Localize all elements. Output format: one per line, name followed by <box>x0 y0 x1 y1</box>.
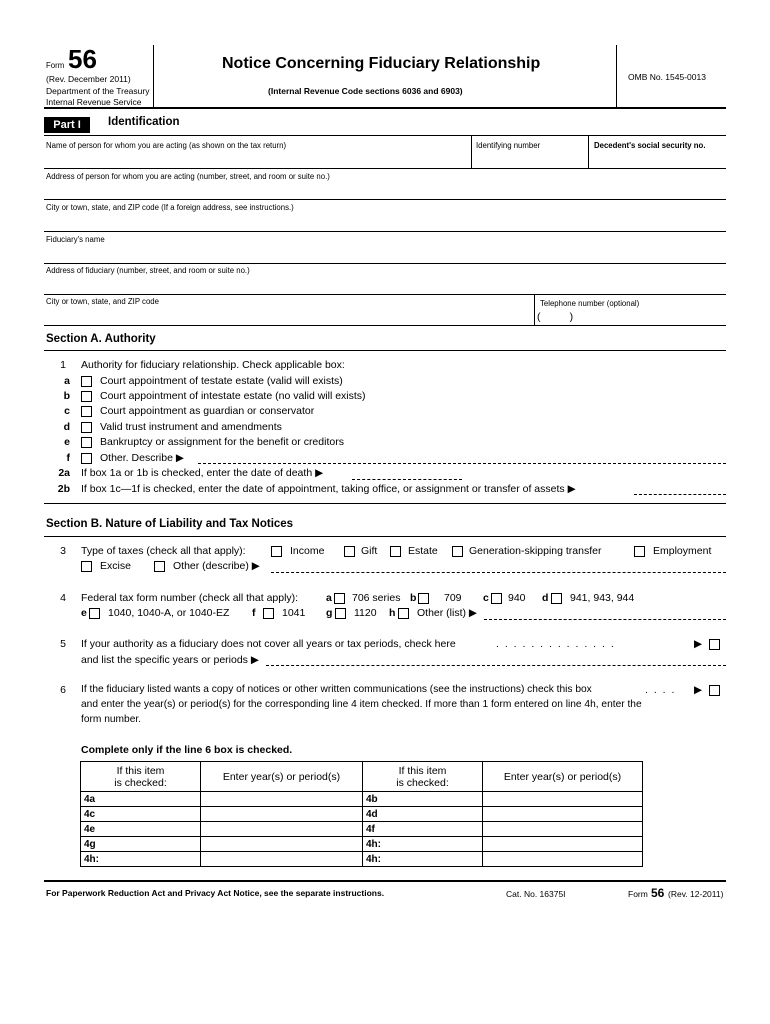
tax-estate-label: Estate <box>408 545 438 557</box>
line-1b-letter: b <box>63 390 70 402</box>
form-4a-letter: a <box>326 592 332 604</box>
checkbox-1e[interactable] <box>81 437 92 448</box>
decedent-ssn-input[interactable] <box>592 150 724 166</box>
fiduciary-name-input[interactable] <box>46 245 722 261</box>
checkbox-4b[interactable] <box>418 593 429 604</box>
checkbox-line-5[interactable] <box>709 639 720 650</box>
line-6-dots: . . . . <box>645 684 676 696</box>
tax-income-label: Income <box>290 545 325 557</box>
identifying-number-label: Identifying number <box>476 141 541 150</box>
line-6-arrow: ▶ <box>694 684 703 696</box>
row-item-left: 4c <box>81 807 201 822</box>
row-item-left: 4a <box>81 792 201 807</box>
form-4e-text: 1040, 1040-A, or 1040-EZ <box>108 607 230 619</box>
period-input[interactable] <box>483 807 643 822</box>
line-1e-text: Bankruptcy or assignment for the benefit or creditors <box>100 436 344 448</box>
line-1f-describe-input[interactable] <box>198 463 726 464</box>
line-1d-letter: d <box>63 421 70 433</box>
period-input[interactable] <box>483 792 643 807</box>
line-2b-text: If box 1c—1f is checked, enter the date of appointment, taking office, or assignment or transfer of assets ▶ <box>81 483 576 495</box>
row-item-right: 4b <box>363 792 483 807</box>
revision-date: (Rev. December 2011) <box>46 74 131 84</box>
period-input[interactable] <box>201 837 363 852</box>
row-item-right: 4h: <box>363 837 483 852</box>
tax-other-label: Other (describe) ▶ <box>173 560 260 572</box>
department: Department of the Treasury <box>46 86 150 96</box>
form-4b-text: 709 <box>444 592 462 604</box>
catalog-number: Cat. No. 16375I <box>506 889 566 899</box>
checkbox-4g[interactable] <box>335 608 346 619</box>
person-address-input[interactable] <box>46 182 722 198</box>
checkbox-income[interactable] <box>271 546 282 557</box>
row-item-right: 4h: <box>363 852 483 867</box>
fiduciary-address-input[interactable] <box>46 276 722 292</box>
part-heading: Identification <box>108 116 180 128</box>
line-5-arrow: ▶ <box>694 638 703 650</box>
footer-form-number: 56 <box>651 886 665 900</box>
other-tax-describe-input[interactable] <box>271 572 726 573</box>
line-5-dots: . . . . . . . . . . . . . . <box>496 638 616 650</box>
period-input[interactable] <box>483 852 643 867</box>
checkbox-excise[interactable] <box>81 561 92 572</box>
omb-number: OMB No. 1545-0013 <box>628 72 706 82</box>
checkbox-4f[interactable] <box>263 608 274 619</box>
form-4h-letter: h <box>389 607 396 619</box>
line-1f-text: Other. Describe ▶ <box>100 452 184 464</box>
line-1-number: 1 <box>60 359 66 371</box>
person-city-input[interactable] <box>46 213 722 229</box>
checkbox-other-tax[interactable] <box>154 561 165 572</box>
row-item-left: 4h: <box>81 852 201 867</box>
checkbox-gift[interactable] <box>344 546 355 557</box>
form-subtitle: (Internal Revenue Code sections 6036 and 6903) <box>268 86 463 96</box>
period-input[interactable] <box>201 792 363 807</box>
period-input[interactable] <box>483 822 643 837</box>
form-word: Form <box>46 61 65 70</box>
checkbox-1b[interactable] <box>81 391 92 402</box>
line-1f-letter: f <box>66 452 70 464</box>
line-6-text-3: form number. <box>81 714 142 725</box>
col-2-header: Enter year(s) or period(s) <box>201 762 363 792</box>
checkbox-4e[interactable] <box>89 608 100 619</box>
identifying-number-input[interactable] <box>474 150 584 166</box>
line-4-text: Federal tax form number (check all that apply): <box>81 592 299 604</box>
fiduciary-address-label: Address of fiduciary (number, street, and room or suite no.) <box>46 266 250 275</box>
footer-revision: (Rev. 12-2011) <box>668 889 724 899</box>
checkbox-estate[interactable] <box>390 546 401 557</box>
table-heading: Complete only if the line 6 box is checked. <box>81 744 293 756</box>
checkbox-4a[interactable] <box>334 593 345 604</box>
table-row <box>81 807 643 822</box>
line-1e-letter: e <box>64 436 70 448</box>
checkbox-1c[interactable] <box>81 406 92 417</box>
tax-employment-label: Employment <box>653 545 712 557</box>
tax-gift-label: Gift <box>361 545 378 557</box>
checkbox-4h[interactable] <box>398 608 409 619</box>
period-input[interactable] <box>201 807 363 822</box>
line-5-text: If your authority as a fiduciary does not cover all years or tax periods, check here <box>81 638 456 650</box>
col-1-header: If this item is checked: <box>81 762 201 792</box>
form-4h-text: Other (list) ▶ <box>417 607 477 619</box>
line-1c-text: Court appointment as guardian or conservator <box>100 405 315 417</box>
form-4c-letter: c <box>483 592 489 604</box>
checkbox-1d[interactable] <box>81 422 92 433</box>
person-name-label: Name of person for whom you are acting (as shown on the tax return) <box>46 141 287 150</box>
line-5-text-2: and list the specific years or periods ▶ <box>81 654 259 666</box>
footer-form-word: Form <box>628 889 648 899</box>
decedent-ssn-label: Decedent's social security no. <box>594 141 706 150</box>
checkbox-employment[interactable] <box>634 546 645 557</box>
line-1a-letter: a <box>64 375 70 387</box>
form-4g-letter: g <box>326 607 333 619</box>
fiduciary-name-label: Fiduciary's name <box>46 235 105 244</box>
form-4f-text: 1041 <box>282 607 306 619</box>
other-forms-input[interactable] <box>484 619 726 620</box>
specific-periods-input[interactable] <box>266 665 726 666</box>
checkbox-1a[interactable] <box>81 376 92 387</box>
person-address-label: Address of person for whom you are acting (number, street, and room or suite no.) <box>46 172 330 181</box>
form-4g-text: 1120 <box>354 607 377 619</box>
section-a-heading: Section A. Authority <box>46 333 156 345</box>
line-5-number: 5 <box>60 638 66 650</box>
row-item-left: 4g <box>81 837 201 852</box>
agency: Internal Revenue Service <box>46 97 142 107</box>
checkbox-line-6[interactable] <box>709 685 720 696</box>
line-1b-text: Court appointment of intestate estate (no valid will exists) <box>100 390 366 402</box>
table-row <box>81 837 643 852</box>
form-4d-text: 941, 943, 944 <box>570 592 635 604</box>
table-row <box>81 852 643 867</box>
person-city-label: City or town, state, and ZIP code (If a foreign address, see instructions.) <box>46 203 294 212</box>
checkbox-1f[interactable] <box>81 453 92 464</box>
part-label: Part I <box>44 117 90 133</box>
row-item-right: 4f <box>363 822 483 837</box>
tax-gst-label: Generation-skipping transfer <box>469 545 602 557</box>
checkbox-4d[interactable] <box>551 593 562 604</box>
period-input[interactable] <box>483 837 643 852</box>
line-1a-text: Court appointment of testate estate (valid will exists) <box>100 375 343 387</box>
table-row <box>81 822 643 837</box>
fiduciary-city-input[interactable] <box>46 307 530 325</box>
form-4a-text: 706 series <box>352 592 401 604</box>
person-name-input[interactable] <box>46 150 466 166</box>
date-of-death-input[interactable] <box>352 479 462 480</box>
fiduciary-city-label: City or town, state, and ZIP code <box>46 297 159 306</box>
line-2a-number: 2a <box>58 467 70 479</box>
col-4-header: Enter year(s) or period(s) <box>483 762 643 792</box>
telephone-input[interactable]: ( ) <box>537 311 574 323</box>
form-4d-letter: d <box>542 592 549 604</box>
form-number: 56 <box>68 44 97 74</box>
line-1c-letter: c <box>64 405 70 417</box>
line-4-number: 4 <box>60 592 66 604</box>
line-2a-text: If box 1a or 1b is checked, enter the date of death ▶ <box>81 467 324 479</box>
line-3-text: Type of taxes (check all that apply): <box>81 545 246 557</box>
line-1-text: Authority for fiduciary relationship. Check applicable box: <box>81 359 345 371</box>
form-4f-letter: f <box>252 607 256 619</box>
form-4b-letter: b <box>410 592 417 604</box>
periods-table <box>80 761 643 867</box>
period-input[interactable] <box>201 822 363 837</box>
section-b-heading: Section B. Nature of Liability and Tax Notices <box>46 518 294 530</box>
period-input[interactable] <box>201 852 363 867</box>
checkbox-gst[interactable] <box>452 546 463 557</box>
row-item-right: 4d <box>363 807 483 822</box>
table-row <box>81 792 643 807</box>
row-item-left: 4e <box>81 822 201 837</box>
line-6-text-2: and enter the year(s) or period(s) for the corresponding line 4 item checked. If more than 1 form entered on line 4h, enter the <box>81 699 642 710</box>
paperwork-notice: For Paperwork Reduction Act and Privacy Act Notice, see the separate instructions. <box>46 888 385 898</box>
line-1d-text: Valid trust instrument and amendments <box>100 421 282 433</box>
appointment-date-input[interactable] <box>634 494 726 495</box>
line-6-text: If the fiduciary listed wants a copy of notices or other written communications (see the instructions) check this box <box>81 684 592 695</box>
tax-excise-label: Excise <box>100 560 131 572</box>
col-3-header: If this item is checked: <box>363 762 483 792</box>
line-3-number: 3 <box>60 545 66 557</box>
form-title: Notice Concerning Fiduciary Relationship <box>222 55 541 72</box>
line-2b-number: 2b <box>57 483 70 495</box>
line-6-number: 6 <box>60 684 66 696</box>
form-4c-text: 940 <box>508 592 526 604</box>
checkbox-4c[interactable] <box>491 593 502 604</box>
telephone-label: Telephone number (optional) <box>540 299 640 308</box>
form-4e-letter: e <box>81 607 87 619</box>
